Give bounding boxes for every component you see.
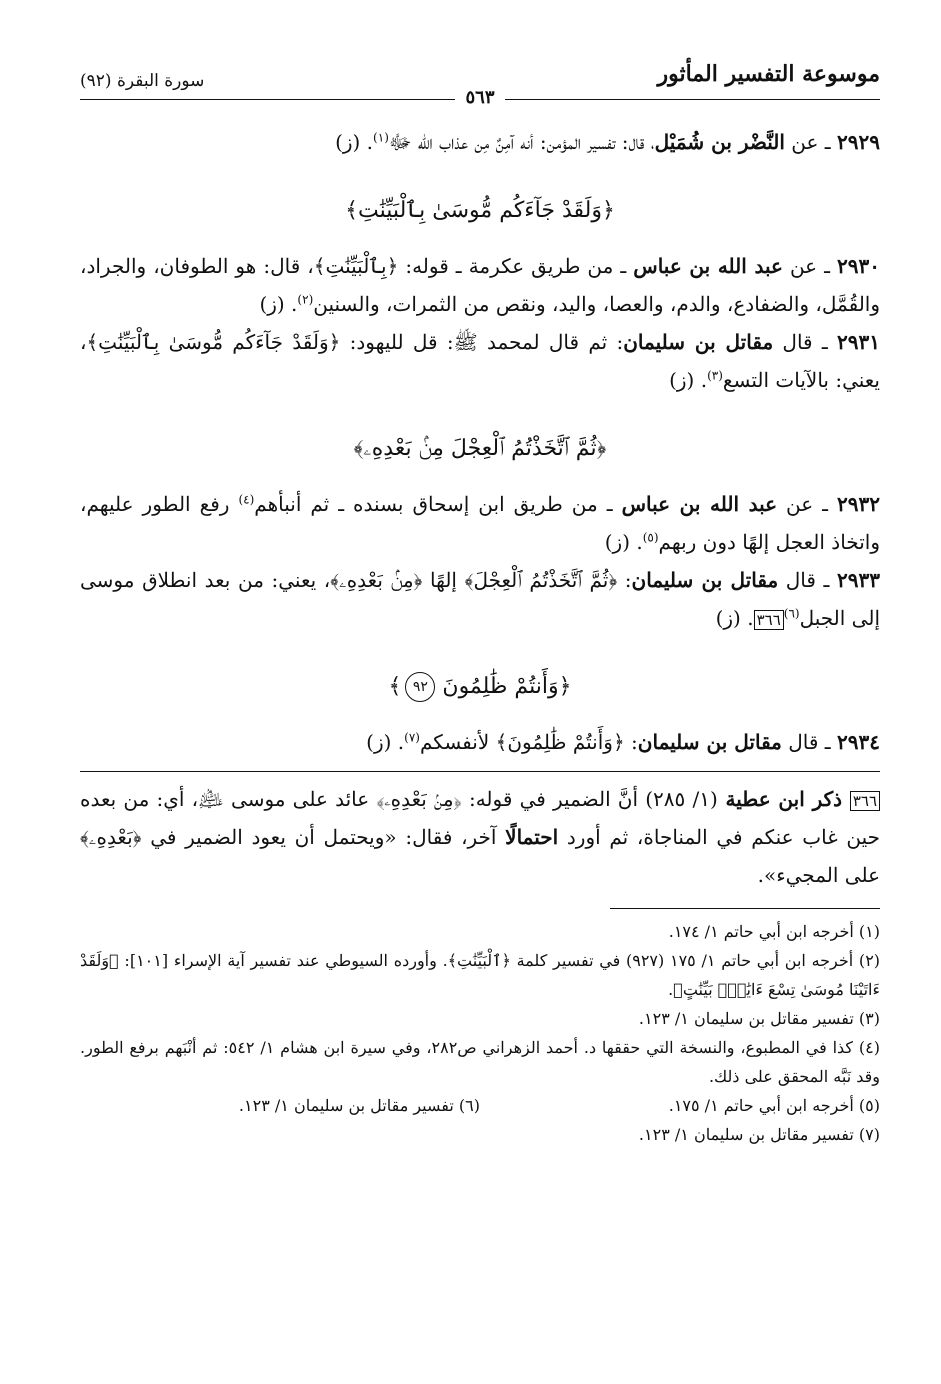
narrator-name: مقاتل بن سليمان	[637, 730, 782, 754]
footnote-mark[interactable]: (١)	[373, 130, 389, 145]
entry-number: ٢٩٢٩	[837, 130, 880, 154]
verse-heading: ﴿ثُمَّ ٱتَّخَذْتُمُ ٱلْعِجْلَ مِنۢ بَعْدِهِۦ﴾	[353, 436, 607, 461]
entry-2932	[80, 485, 880, 561]
footnote-6: (٦) تفسير مقاتل بن سليمان ١/ ١٢٣.	[238, 1096, 480, 1115]
entry-text: ـ عن	[784, 130, 838, 154]
book-page	[80, 55, 880, 1149]
entry-2930	[80, 247, 880, 323]
entry-2929	[80, 123, 880, 161]
verse-heading: ﴿وَلَقَدْ جَآءَكُم مُّوسَىٰ بِٱلْبَيِّنَٰتِ﴾	[345, 198, 615, 223]
entry-text: : ﴿وَأَنتُمْ ظَٰلِمُونَ﴾ لأنفسكم	[419, 730, 638, 754]
entry-text: ـ قال	[778, 568, 838, 592]
entry-text: ـ من طريق عكرمة ـ قوله: ﴿بِٱلْبَيِّنَٰتِ﴾، قال: هو الطوفان، والجراد، والقُمَّل، والضفادع، والدم، والعصا، واليد، ونقص من الثمرات، والسنين	[80, 254, 880, 316]
footnote-7: (٧) تفسير مقاتل بن سليمان ١/ ١٢٣.	[638, 1125, 880, 1144]
footnote-mark[interactable]: (٣)	[707, 368, 723, 383]
book-title: موسوعة التفسير المأثور	[657, 61, 880, 87]
entry-text: ـ عن	[777, 492, 838, 516]
entry-tail: . (ز)	[259, 292, 298, 316]
footnote-mark[interactable]: (٢)	[297, 292, 314, 307]
footnote-3: (٣) تفسير مقاتل بن سليمان ١/ ١٢٣.	[638, 1009, 880, 1028]
commentary-lead: ذكر ابن عطية	[717, 787, 850, 811]
entry-text: ، قال: تفسير المؤمن: أنه آمِنٌ مِن عذاب الله ﷻ	[388, 130, 655, 154]
commentary-reference[interactable]: ٣٦٦	[754, 610, 784, 630]
footnote-2: (٢) أخرجه ابن أبي حاتم ١/ ١٧٥ (٩٢٧) في تفسير كلمة ﴿ٱلْبَيِّنَٰتِ﴾. وأورده السيوطي عند تفسير آية الإسراء [١٠١]: ﴿وَلَقَدْ ءَاتَيْنَا مُوسَىٰ تِسْعَ ءَايَٰتٍۭ بَيِّنَٰتٍ﴾.	[80, 951, 881, 999]
sura-label: سورة البقرة (٩٢)	[80, 71, 205, 91]
narrator-name: النَّضْر بن شُمَيْل	[654, 130, 785, 154]
page-header	[80, 55, 880, 108]
entry-2931	[80, 323, 880, 399]
footnote-5: (٥) أخرجه ابن أبي حاتم ١/ ١٧٥.	[668, 1096, 880, 1115]
footnote-row	[80, 1091, 880, 1120]
narrator-name: عبد الله بن عباس	[633, 254, 783, 278]
footnote-1: (١) أخرجه ابن أبي حاتم ١/ ١٧٤.	[668, 922, 880, 941]
narrator-name: مقاتل بن سليمان	[631, 568, 779, 592]
entry-tail: . (ز)	[335, 130, 374, 154]
footnote-4: (٤) كذا في المطبوع، والنسخة التي حققها د. أحمد الزهراني ص٢٨٢، وفي سيرة ابن هشام ١/ ٥٤٢: ثم أنْبَهم برفع الطور. وقد نَبَّه المحقق على ذلك.	[80, 1038, 880, 1086]
entry-number: ٢٩٣١	[837, 330, 880, 354]
verse-number-badge: ٩٢	[405, 672, 435, 702]
entry-text: رفع الطور عليهم، واتخاذ العجل إلهًا دون ربهم	[80, 492, 880, 554]
commentary-text: آخر، فقال: «ويحتمل أن يعود الضمير في ﴿بَعْدِهِۦ﴾ على المجيء».	[80, 825, 880, 887]
verse-text: ﴿وَأَنتُمْ ظَٰلِمُونَ	[442, 674, 572, 699]
verse-bracket: ﴾	[388, 674, 402, 699]
entry-text: : ﴿ثُمَّ ٱتَّخَذْتُمُ ٱلْعِجْلَ﴾ إلهًا ﴿مِنۢ بَعْدِهِۦ﴾، يعني: من بعد انطلاق موسى إلى الجبل	[80, 568, 880, 630]
commentary-number: ٣٦٦	[850, 791, 880, 811]
entry-text: ـ من طريق ابن إسحاق بسنده ـ ثم أنبأهم	[254, 492, 622, 516]
footnote-mark[interactable]: (٥)	[642, 530, 659, 545]
entry-text: ـ عن	[782, 254, 838, 278]
footnotes	[80, 917, 880, 1149]
entry-tail: . (ز)	[669, 368, 708, 392]
entry-2934	[80, 723, 880, 761]
entry-number: ٢٩٣٣	[837, 568, 880, 592]
entry-tail: . (ز)	[366, 730, 405, 754]
entry-number: ٢٩٣٢	[837, 492, 880, 516]
footnote-mark[interactable]: (٤)	[238, 492, 255, 507]
narrator-name: مقاتل بن سليمان	[623, 330, 774, 354]
entry-text: : ثم قال لمحمد ﷺ: قل لليهود: ﴿وَلَقَدْ جَآءَكُم مُّوسَىٰ بِٱلْبَيِّنَٰتِ﴾، يعني: بالآيات التسع	[80, 330, 880, 392]
verse-heading	[80, 665, 880, 709]
footnote-mark[interactable]: (٧)	[404, 730, 420, 745]
footnotes-rule	[610, 908, 880, 909]
entry-2933	[80, 561, 880, 637]
entry-number: ٢٩٣٠	[837, 254, 881, 278]
commentary-text: أنَّ الضمير في قوله: ﴿مِنۢ بَعْدِهِۦ﴾ عائد على موسى ﵇، أي: من بعده حين غاب عنكم في المناجاة، ثم أورد	[80, 787, 880, 849]
page-number: ٥٦٣	[455, 87, 504, 108]
commentary-note	[80, 780, 880, 894]
entry-number: ٢٩٣٤	[837, 730, 880, 754]
commentary-citation: (١/ ٢٨٥)	[645, 787, 718, 811]
commentary-separator	[80, 771, 880, 772]
commentary-bold: احتمالًا	[505, 825, 559, 849]
entry-tail: . (ز)	[604, 530, 643, 554]
narrator-name: عبد الله بن عباس	[621, 492, 778, 516]
footnote-mark[interactable]: (٦)	[783, 606, 800, 621]
entry-text: ـ قال	[773, 330, 838, 354]
entry-tail: . (ز)	[715, 606, 754, 630]
entry-text: ـ قال	[781, 730, 838, 754]
